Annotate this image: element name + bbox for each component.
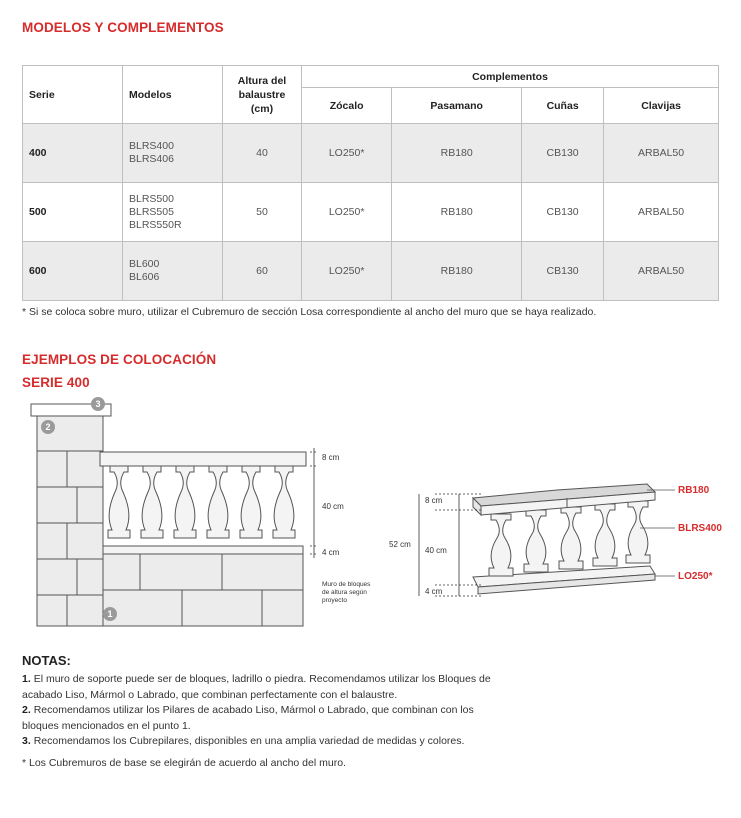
note-number: 1. (22, 673, 31, 685)
table-row (23, 124, 719, 183)
dim-total-label: 52 cm (389, 540, 411, 549)
cell-cunas: CB130 (522, 242, 604, 301)
notes-footnote: * Los Cubremuros de base se elegirán de acuerdo al ancho del muro. (22, 756, 346, 769)
model-code: BL600 (129, 258, 160, 270)
section-title-modelos: MODELOS Y COMPLEMENTOS (22, 20, 224, 35)
cell-pasamano: RB180 (392, 183, 522, 242)
dim-mid-label: 40 cm (322, 502, 344, 511)
header-clavijas: Clavijas (604, 88, 719, 124)
label-lo250: LO250* (678, 571, 713, 582)
header-altura (223, 66, 302, 124)
diagram-balustrade-perspective (385, 470, 725, 615)
table-row (23, 183, 719, 242)
marker-2 (41, 420, 55, 434)
cell-altura: 40 (223, 124, 302, 183)
cell-zocalo: LO250* (302, 183, 392, 242)
dim-bottom-label-right: 4 cm (425, 587, 443, 596)
wall-note-line-3: proyecto (322, 597, 347, 604)
cell-modelos (123, 242, 223, 301)
note-text: El muro de soporte puede ser de bloques, ladrillo o piedra. Recomendamos utilizar los Bloques de acabado Liso, Mármol o Labrado, que combinan perfectamente con el balaustre. (22, 673, 491, 701)
cell-serie: 500 (23, 183, 123, 242)
model-code: BLRS400 (129, 140, 174, 152)
header-modelos: Modelos (123, 66, 223, 124)
marker-1 (103, 607, 117, 621)
note-text: Recomendamos los Cubrepilares, disponibles en una amplia variedad de medidas y colores. (33, 735, 465, 747)
cell-zocalo: LO250* (302, 124, 392, 183)
cell-modelos (123, 183, 223, 242)
models-table (22, 65, 719, 301)
section-subtitle-serie: SERIE 400 (22, 375, 90, 390)
cell-serie: 600 (23, 242, 123, 301)
cell-clavijas: ARBAL50 (604, 242, 719, 301)
cell-altura: 50 (223, 183, 302, 242)
header-pasamano: Pasamano (392, 88, 522, 124)
note-text: Recomendamos utilizar los Pilares de acabado Liso, Mármol o Labrado, que combinan con los bloques mencionados en el punto 1. (22, 704, 474, 732)
model-code: BLRS505 (129, 205, 174, 218)
notes-title: NOTAS: (22, 653, 71, 668)
cell-clavijas: ARBAL50 (604, 183, 719, 242)
note-item (22, 734, 492, 750)
model-code: BLRS406 (129, 153, 174, 165)
cell-zocalo: LO250* (302, 242, 392, 301)
dim-mid-label-right: 40 cm (425, 546, 447, 555)
cell-pasamano: RB180 (392, 242, 522, 301)
header-cunas: Cuñas (522, 88, 604, 124)
cell-cunas: CB130 (522, 183, 604, 242)
marker-3-text: 3 (95, 399, 101, 409)
marker-1-text: 1 (107, 609, 113, 619)
table-row (23, 242, 719, 301)
header-complementos: Complementos (302, 66, 719, 88)
dim-top-label: 8 cm (322, 453, 340, 462)
note-item (22, 672, 492, 703)
cell-cunas: CB130 (522, 124, 604, 183)
table-footnote: * Si se coloca sobre muro, utilizar el Cubremuro de sección Losa correspondiente al ancho del muro que se haya realizado. (22, 306, 597, 318)
cell-serie: 400 (23, 124, 123, 183)
note-number: 2. (22, 704, 31, 716)
notes-list (22, 672, 492, 771)
note-item (22, 703, 492, 734)
wall-note-line-2: de altura según (322, 589, 367, 596)
header-serie: Serie (23, 66, 123, 124)
cell-altura: 60 (223, 242, 302, 301)
wall-note-line-1: Muro de bloques (322, 581, 371, 588)
diagram-wall-balustrade (22, 396, 382, 636)
cell-pasamano: RB180 (392, 124, 522, 183)
cell-clavijas: ARBAL50 (604, 124, 719, 183)
header-altura-text: Altura del balaustre (cm) (237, 74, 287, 115)
label-blrs400: BLRS400 (678, 523, 722, 534)
label-rb180: RB180 (678, 485, 710, 496)
model-code: BL606 (129, 271, 160, 283)
section-title-ejemplos: EJEMPLOS DE COLOCACIÓN (22, 352, 217, 367)
note-number: 3. (22, 735, 31, 747)
cell-modelos (123, 124, 223, 183)
model-code: BLRS550R (129, 218, 182, 231)
marker-3 (91, 397, 105, 411)
dim-top-label-right: 8 cm (425, 496, 443, 505)
model-code: BLRS500 (129, 192, 174, 205)
dim-bottom-label: 4 cm (322, 548, 340, 557)
header-zocalo: Zócalo (302, 88, 392, 124)
marker-2-text: 2 (45, 422, 51, 432)
